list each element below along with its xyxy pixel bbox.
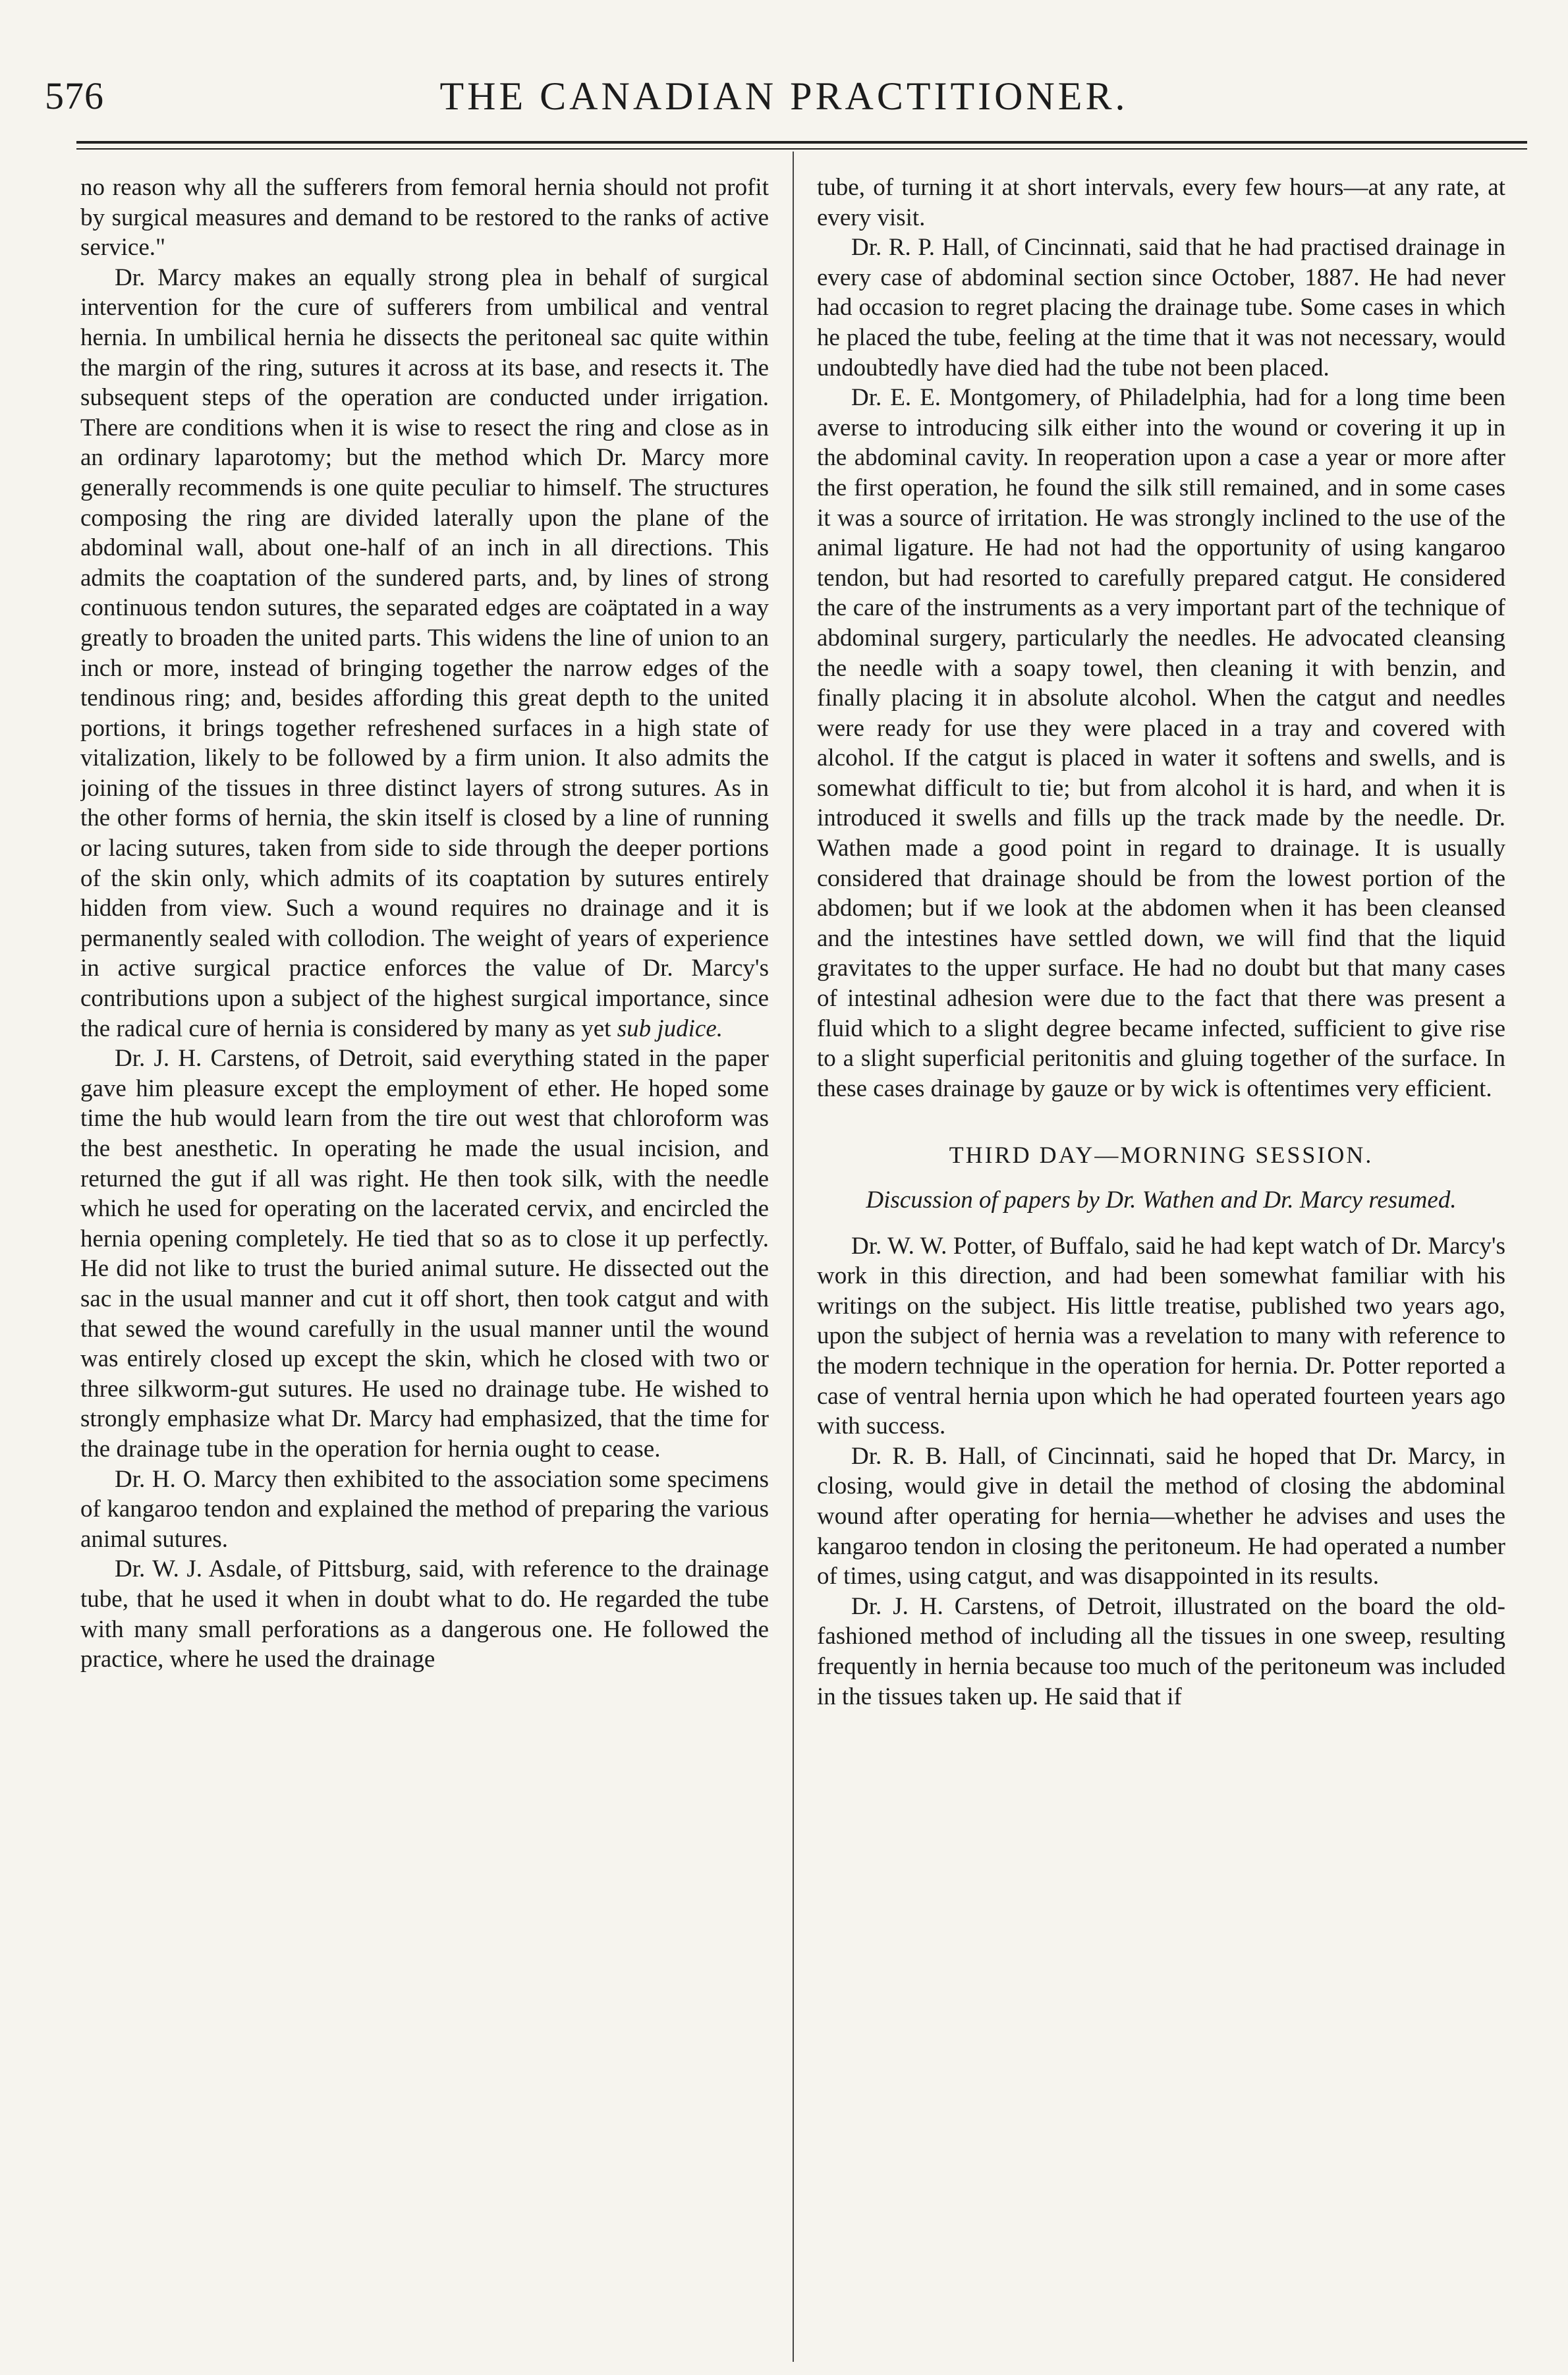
italic-phrase: sub judice.: [617, 1015, 723, 1042]
paragraph: Dr. J. H. Carstens, of Detroit, said everything stated in the paper gave him pleasure except the employment of ether. He hoped some time the hub would learn from the tire out west that chloroform was the best anesthetic. In operating he made the usual incision, and returned the gut if all was right. He then took silk, with the needle which he used for operating on the lacerated cervix, and encircled the hernia opening completely. He tied that so as to close it up perfectly. He did not like to trust the buried animal suture. He dissected out the sac in the usual manner and cut it off short, then took catgut and with that sewed the wound carefully in the usual manner until the wound was entirely closed up except the skin, which he closed with two or three silkworm-gut sutures. He used no drainage tube. He wished to strongly emphasize what Dr. Marcy had emphasized, that the time for the drainage tube in the operation for hernia ought to cease.: [80, 1045, 769, 1463]
paragraph: Dr. R. P. Hall, of Cincinnati, said that he had practised drainage in every case of abdominal section since October, 1887. He had never had occasion to regret placing the drainage tube. Some cases in which he placed the tube, feeling at the time that it was not necessary, would undoubtedly have died had the tube not been placed.: [817, 234, 1505, 381]
section-heading: THIRD DAY—MORNING SESSION.: [949, 1142, 1374, 1169]
paragraph: tube, of turning it at short intervals, every few hours—at any rate, at every visit.: [817, 174, 1505, 231]
right-column: [817, 173, 1505, 2360]
paragraph: Dr. R. B. Hall, of Cincinnati, said he hoped that Dr. Marcy, in closing, would give in detail the method of closing the abdominal wound after operating for hernia—whether he advises and uses the kangaroo tendon in closing the peritoneum. He had operated a number of times, using catgut, and was disappointed in its results.: [817, 1442, 1505, 1590]
paragraph: [80, 263, 769, 1044]
header-rule: [76, 141, 1527, 144]
header-rule-thin: [76, 148, 1527, 150]
sub-heading: Discussion of papers by Dr. Wathen and Dr. Marcy resumed.: [866, 1187, 1457, 1214]
paragraph: Dr. J. H. Carstens, of Detroit, illustrated on the board the old-fashioned method of including all the tissues in one sweep, resulting frequently in hernia because too much of the peritoneum was included in the tissues taken up. He said that if: [817, 1592, 1505, 1710]
column-divider: [793, 152, 794, 2362]
running-title: THE CANADIAN PRACTITIONER.: [439, 74, 1129, 118]
paragraph: Dr. E. E. Montgomery, of Philadelphia, had for a long time been averse to introducing silk either into the wound or covering it up in the abdominal cavity. In reoperation upon a case a year or more after the first operation, he found the silk still remained, and in some cases it was a source of irritation. He was strongly inclined to the use of the animal ligature. He had not had the opportunity of using kangaroo tendon, but had resorted to carefully prepared catgut. He considered the care of the instruments as a very important part of the technique of abdominal surgery, particularly the needles. He advocated cleansing the needle with a soapy towel, then cleaning it with benzin, and finally placing it in absolute alcohol. When the catgut and needles were ready for use they were placed in a tray and covered with alcohol. If the catgut is placed in water it softens and swells, and is somewhat difficult to tie; but from alcohol it is hard, and when it is introduced it swells and fills up the track made by the needle. Dr. Wathen made a good point in regard to drainage. It is usually considered that drainage should be from the lowest portion of the abdomen; but if we look at the abdomen when it has been cleansed and the intestines have settled down, we will find that the liquid gravitates to the upper surface. He had no doubt but that many cases of intestinal adhesion were due to the fact that there was present a fluid which to a slight degree became infected, sufficient to give rise to a slight superficial peritonitis and gluing together of the surface. In these cases drainage by gauze or by wick is oftentimes very efficient.: [817, 384, 1505, 1102]
paragraph-text: Dr. Marcy makes an equally strong plea in behalf of surgical intervention for the cure of sufferers from umbilical and ventral hernia. In umbilical hernia he dissects the peritoneal sac quite within the margin of the ring, sutures it across at its base, and resects it. The subsequent steps of the operation are conducted under irrigation. There are conditions when it is wise to resect the ring and close as in an ordinary laparotomy; but the method which Dr. Marcy more generally recommends is one quite peculiar to himself. The structures composing the ring are divided laterally upon the plane of the abdominal wall, about one-half of an inch in all directions. This admits the coaptation of the sundered parts, and, by lines of strong continuous tendon sutures, the separated edges are coäptated in a way greatly to broaden the united parts. This widens the line of union to an inch or more, instead of bringing together the narrow edges of the tendinous ring; and, besides affording this great depth to the united portions, it brings together refreshened surfaces in a high state of vitalization, likely to be followed by a firm union. It also admits the joining of the tissues in three distinct layers of strong sutures. As in the other forms of hernia, the skin itself is closed by a line of running or lacing sutures, taken from side to side through the deeper portions of the skin only, which admits of its coaptation by sutures entirely hidden from view. Such a wound requires no drainage and it is permanently sealed with collodion. The weight of years of experience in active surgical practice enforces the value of Dr. Marcy's contributions upon a subject of the highest surgical importance, since the radical cure of hernia is considered by many as yet: [80, 264, 769, 1042]
paragraph: no reason why all the sufferers from femoral hernia should not profit by surgical measures and demand to be restored to the ranks of active service.": [80, 174, 769, 262]
page-number: 576: [45, 74, 104, 117]
paragraph: Dr. W. W. Potter, of Buffalo, said he had kept watch of Dr. Marcy's work in this direction, and had been somewhat familiar with his writings on the subject. His little treatise, published two years ago, upon the subject of hernia was a revelation to many with reference to the modern technique in the operation for hernia. Dr. Potter reported a case of ventral hernia upon which he had operated fourteen years ago with success.: [817, 1232, 1505, 1440]
left-column: [80, 173, 769, 2360]
paragraph: Dr. H. O. Marcy then exhibited to the association some specimens of kangaroo tendon and explained the method of preparing the various animal sutures.: [80, 1465, 769, 1553]
paragraph: Dr. W. J. Asdale, of Pittsburg, said, with reference to the drainage tube, that he used it when in doubt what to do. He regarded the tube with many small perforations as a dangerous one. He followed the practice, where he used the drainage: [80, 1555, 769, 1673]
